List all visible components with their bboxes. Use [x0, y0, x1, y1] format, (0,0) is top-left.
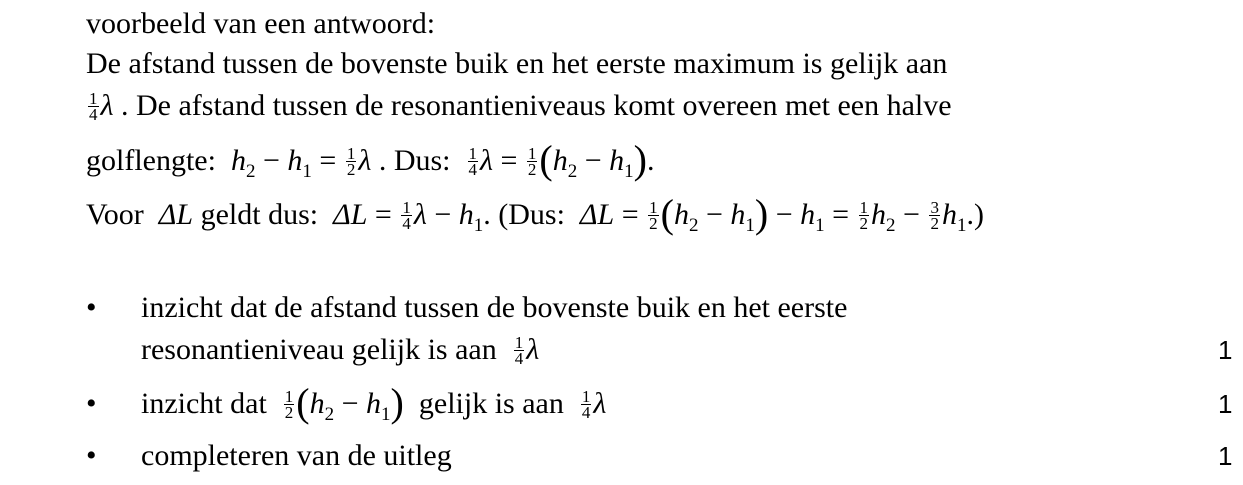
delta-l-symbol: ΔL	[333, 198, 368, 231]
minus-sign: −	[434, 198, 452, 231]
fraction-three-halves	[929, 197, 940, 233]
bullet-point: •	[86, 291, 97, 324]
explanation-line-4	[86, 191, 984, 239]
period: .	[647, 144, 655, 177]
fraction-numerator: 1	[89, 88, 98, 108]
fraction-one-quarter	[468, 143, 479, 179]
explanation-line-3	[86, 137, 655, 185]
fraction-denominator: 2	[930, 213, 939, 233]
h-symbol: h	[552, 144, 568, 177]
equals-sign: =	[319, 144, 337, 177]
fraction-numerator: 1	[581, 386, 591, 406]
example-heading	[86, 4, 435, 44]
subscript-2: 2	[324, 404, 335, 425]
close-paren: )	[633, 137, 647, 182]
h-symbol: h	[230, 144, 246, 177]
minus-sign: −	[705, 198, 723, 231]
explanation-line-2-text: . De afstand tussen de resonantieniveaus komt overeen met een halve	[121, 89, 952, 122]
subscript-1: 1	[956, 215, 967, 236]
fraction-denominator: 2	[527, 159, 537, 179]
fraction-numerator: 3	[930, 197, 939, 217]
open-paren: (	[296, 380, 310, 425]
fraction-one-quarter	[401, 197, 412, 233]
fraction-one-half	[859, 197, 870, 233]
h-symbol: h	[458, 198, 474, 231]
subscript-1: 1	[381, 404, 391, 425]
fraction-numerator: 1	[346, 143, 356, 163]
fraction-numerator: 1	[514, 332, 524, 352]
fraction-denominator: 4	[514, 348, 524, 368]
h-symbol: h	[609, 144, 625, 177]
lambda-symbol: λ	[593, 387, 607, 420]
criterion-1-line-b	[141, 330, 539, 370]
subscript-2: 2	[886, 215, 896, 236]
h-symbol: h	[730, 198, 746, 231]
voor-label: Voor	[86, 198, 144, 231]
dus-label: . (Dus:	[483, 198, 565, 231]
criterion-1-score: 1	[1218, 335, 1233, 365]
criterion-2-text-a: inzicht dat	[141, 387, 267, 420]
criterion-1-text-b: resonantieniveau gelijk is aan	[141, 333, 497, 366]
fraction-one-half	[284, 386, 295, 422]
fraction-denominator: 4	[89, 104, 98, 124]
fraction-one-quarter	[581, 386, 592, 422]
minus-sign: −	[903, 198, 920, 231]
open-paren: (	[660, 191, 674, 236]
minus-sign: −	[341, 387, 359, 420]
h-symbol: h	[366, 387, 382, 420]
subscript-2: 2	[567, 161, 578, 182]
fraction-numerator: 1	[649, 197, 658, 217]
example-heading-text: voorbeeld van een antwoord:	[86, 7, 436, 40]
bullet-point: •	[86, 387, 97, 420]
fraction-denominator: 2	[859, 213, 869, 233]
golflengte-label: golflengte:	[86, 144, 216, 177]
subscript-1: 1	[302, 161, 312, 182]
explanation-line-2	[86, 86, 952, 126]
fraction-numerator: 1	[284, 386, 294, 406]
subscript-2: 2	[688, 215, 699, 236]
h-symbol: h	[800, 198, 816, 231]
fraction-one-half	[648, 197, 659, 233]
fraction-one-quarter	[88, 88, 99, 124]
fraction-denominator: 2	[284, 402, 294, 422]
subscript-1: 1	[473, 215, 484, 236]
fraction-numerator: 1	[859, 197, 869, 217]
criterion-3-line: completeren van de uitleg	[141, 439, 452, 472]
fraction-denominator: 4	[581, 402, 591, 422]
subscript-1: 1	[745, 215, 755, 236]
fraction-numerator: 1	[527, 143, 537, 163]
h-symbol: h	[309, 387, 325, 420]
criterion-3-score: 1	[1218, 441, 1233, 471]
delta-l-symbol: ΔL	[579, 198, 615, 231]
equals-sign: =	[832, 198, 850, 231]
minus-sign: −	[775, 198, 793, 231]
lambda-symbol: λ	[480, 144, 493, 177]
h-symbol: h	[673, 198, 689, 231]
subscript-2: 2	[245, 161, 256, 182]
lambda-symbol: λ	[358, 144, 372, 177]
minus-sign: −	[262, 144, 280, 177]
subscript-1: 1	[815, 215, 825, 236]
lambda-symbol: λ	[526, 333, 540, 366]
bullet-point: •	[86, 439, 97, 472]
h-symbol: h	[871, 198, 887, 231]
criterion-2-score: 1	[1218, 389, 1233, 419]
lambda-symbol: λ	[100, 89, 114, 122]
fraction-numerator: 1	[402, 197, 411, 217]
explanation-line-1	[86, 44, 947, 84]
equals-sign: =	[621, 198, 639, 231]
fraction-denominator: 2	[649, 213, 658, 233]
open-paren: (	[539, 137, 553, 182]
fraction-denominator: 2	[346, 159, 356, 179]
closing-period-paren: .)	[966, 198, 984, 231]
fraction-one-half	[527, 143, 538, 179]
fraction-denominator: 4	[402, 213, 411, 233]
lambda-symbol: λ	[413, 198, 427, 231]
explanation-line-1-text: De afstand tussen de bovenste buik en het eerste maximum is gelijk aan	[86, 47, 948, 80]
equals-sign: =	[500, 144, 518, 177]
fraction-one-half	[346, 143, 357, 179]
h-symbol: h	[287, 144, 303, 177]
equals-sign: =	[374, 198, 392, 231]
dus-label: . Dus:	[378, 144, 451, 177]
fraction-denominator: 4	[468, 159, 477, 179]
minus-sign: −	[584, 144, 602, 177]
criterion-2-text-b: gelijk is aan	[418, 387, 564, 420]
h-symbol: h	[941, 198, 957, 231]
fraction-numerator: 1	[468, 143, 477, 163]
close-paren: )	[754, 191, 769, 236]
subscript-1: 1	[624, 161, 634, 182]
geldt-dus-label: geldt dus:	[200, 198, 319, 231]
close-paren: )	[390, 380, 404, 425]
delta-l-symbol: ΔL	[158, 198, 194, 231]
fraction-one-quarter	[514, 332, 525, 368]
criterion-2-line	[141, 380, 607, 428]
criterion-1-line-a: inzicht dat de afstand tussen de bovenste buik en het eerste	[141, 291, 848, 324]
